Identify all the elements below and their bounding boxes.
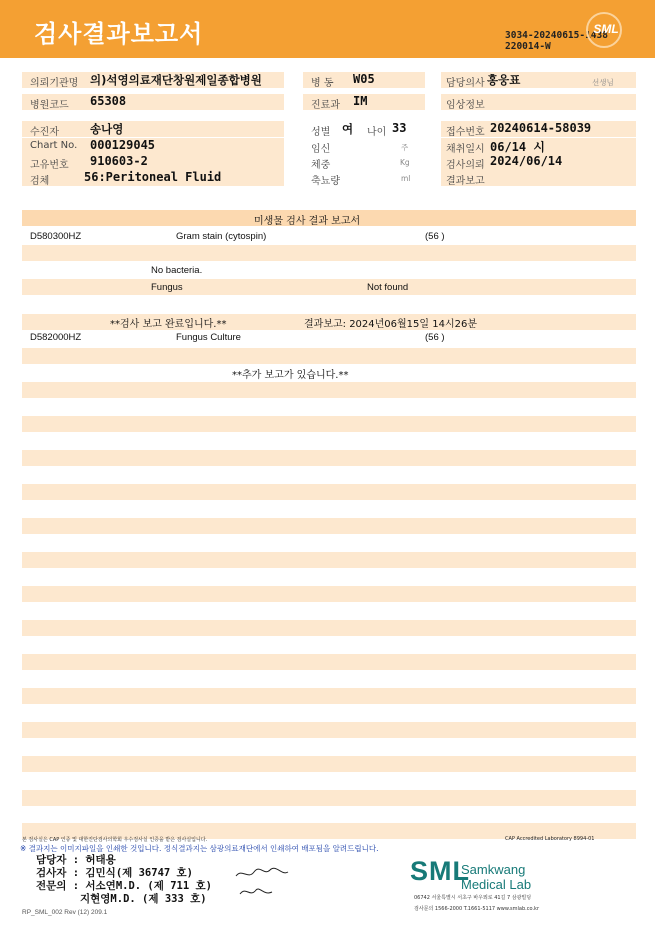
- result-row: [22, 688, 636, 704]
- age-value: 33: [392, 121, 407, 135]
- result-row: [22, 586, 636, 602]
- urine-label: 축뇨량: [311, 176, 340, 187]
- result-row: [22, 382, 636, 398]
- department-value: IM: [353, 94, 368, 108]
- pregnancy-label: 임신: [311, 144, 331, 155]
- department-label: 진료과: [311, 100, 340, 111]
- requesting-org-value: 의)석영의료재단창원제일종합병원: [90, 73, 262, 87]
- test1-result2-label: Fungus: [151, 282, 183, 293]
- test1-code: D580300HZ: [30, 231, 82, 242]
- result-report-label: 결과보고: [446, 176, 485, 187]
- hospital-code-value: 65308: [90, 94, 127, 108]
- result-row: [22, 450, 636, 466]
- result-row: [22, 245, 636, 261]
- patient-name-label: 수진자: [30, 127, 59, 138]
- result-row: [22, 552, 636, 568]
- collection-time-value: 06/14 시: [490, 140, 545, 154]
- ward-value: W05: [353, 72, 375, 86]
- result-row: [22, 620, 636, 636]
- patient-name-value: 송나영: [90, 122, 124, 136]
- specialist1: 전문의 : 서소연M.D. (제 711 호): [36, 880, 212, 892]
- section-title: 미생물 검사 결과 보고서: [254, 216, 361, 227]
- signature-icon: [232, 864, 292, 900]
- brand-name-line2: Medical Lab: [461, 877, 532, 892]
- notice-text: ※ 결과지는 이미지파일을 인쇄한 것입니다. 정식결과지는 삼광의료재단에서 인쇄하여 배포됨을 알려드립니다.: [20, 844, 379, 853]
- receipt-no-label: 접수번호: [446, 127, 485, 138]
- result-row: [22, 722, 636, 738]
- additional-message: **추가 보고가 있습니다.**: [232, 370, 349, 381]
- doctor-label: 담당의사: [446, 78, 485, 89]
- complete-message: **검사 보고 완료입니다.**: [110, 319, 227, 330]
- hospital-code-label: 병원코드: [30, 100, 69, 111]
- pregnancy-unit: 주: [401, 143, 409, 152]
- result-row: [22, 518, 636, 534]
- clinical-info-label: 임상정보: [446, 100, 485, 111]
- test2-code: D582000HZ: [30, 332, 82, 343]
- result-row: [22, 756, 636, 772]
- lab-contact: 검사문의 1566-2000 T.1661-5117 www.smlab.co.kr: [414, 906, 539, 912]
- brand-name-line1: Samkwang: [461, 862, 526, 877]
- test1-specimen: (56 ): [425, 231, 445, 242]
- report-time: 결과보고: 2024년06월15일 14시26분: [304, 319, 478, 330]
- test1-name: Gram stain (cytospin): [176, 231, 267, 242]
- sex-label: 성별: [311, 127, 331, 138]
- requesting-org-label: 의뢰기관명: [30, 78, 79, 89]
- id-no-value: 910603-2: [90, 154, 148, 168]
- test2-name: Fungus Culture: [176, 332, 241, 343]
- test1-result1: No bacteria.: [151, 265, 203, 276]
- person-in-charge: 담당자 : 허태용: [36, 854, 116, 866]
- report-header: [0, 0, 655, 58]
- cap-number: CAP Accredited Laboratory 8994-01: [505, 836, 595, 842]
- id-no-label: 고유번호: [30, 160, 69, 171]
- form-code: RP_SML_002 Rev (12) 209.1: [22, 909, 108, 916]
- result-row: [22, 416, 636, 432]
- doctor-suffix: 선생님: [592, 78, 614, 87]
- chart-no-label: Chart No.: [30, 140, 78, 151]
- specialist2: 지현영M.D. (제 333 호): [80, 893, 207, 905]
- age-label: 나이: [367, 127, 387, 138]
- result-row: [22, 654, 636, 670]
- section-title-row: [22, 210, 636, 226]
- doctor-value: 홍웅표: [487, 73, 521, 87]
- result-row: [22, 279, 636, 295]
- tester: 검사자 : 김민식(제 36747 호): [36, 867, 194, 879]
- info-band: [22, 121, 284, 137]
- lab-address: 06742 서울특별시 서초구 바우뫼로 41길 7 삼광빌딩: [414, 895, 532, 901]
- weight-label: 체중: [311, 160, 331, 171]
- specimen-label: 검체: [30, 176, 50, 187]
- collection-time-label: 채취일시: [446, 144, 485, 155]
- test1-result2-value: Not found: [367, 282, 409, 293]
- sml-brand-logo: SML: [410, 856, 470, 886]
- result-row: [22, 484, 636, 500]
- ward-label: 병 동: [311, 78, 334, 89]
- header-logo-text: SML: [593, 22, 619, 36]
- report-title: 검사결과보고서: [34, 20, 204, 48]
- receipt-no-value: 20240614-58039: [490, 121, 592, 135]
- result-row: [22, 790, 636, 806]
- sex-value: 여: [342, 122, 354, 136]
- report-id-line1: 3034-20240615-1438: [505, 30, 608, 41]
- test-request-value: 2024/06/14: [490, 154, 563, 168]
- test-request-label: 검사의뢰: [446, 160, 485, 171]
- cap-fine-print: 본 검사실은 CAP 인증 및 대한진단검사의학회 우수검사실 인증을 받은 검사실입니다.: [22, 837, 208, 843]
- urine-unit: ml: [401, 174, 411, 183]
- chart-no-value: 000129045: [90, 138, 156, 152]
- result-row: [22, 348, 636, 364]
- test2-specimen: (56 ): [425, 332, 445, 343]
- weight-unit: Kg: [400, 158, 410, 167]
- report-id-line2: 220014-W: [505, 41, 551, 52]
- specimen-value: 56:Peritoneal Fluid: [84, 170, 222, 184]
